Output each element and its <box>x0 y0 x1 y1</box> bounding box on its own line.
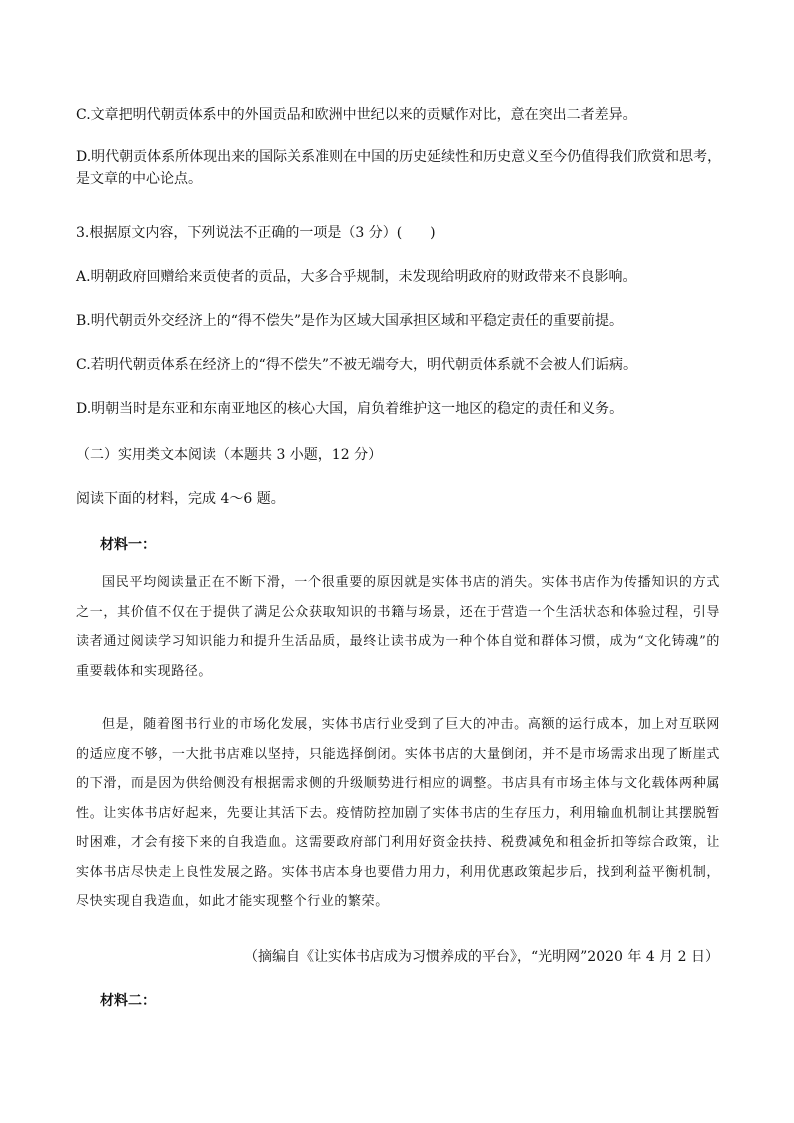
option-c-line: C.文章把明代朝贡体系中的外国贡品和欧洲中世纪以来的贡赋作对比，意在突出二者差异。 <box>76 107 637 123</box>
question-3-option-b: B.明代朝贡外交经济上的“得不偿失”是作为区域大国承担区域和平稳定责任的重要前提。 <box>76 313 624 329</box>
question-3-option-c: C.若明代朝贡体系在经济上的“得不偿失”不被无端夸大，明代朝贡体系就不会被人们诟病。 <box>76 357 637 373</box>
question-3-option-d: D.明朝当时是东亚和东南亚地区的核心大国，肩负着维护这一地区的稳定的责任和义务。 <box>76 401 624 417</box>
material-1-source: （摘编自《让实体书店成为习惯养成的平台》，“光明网”2020 年 4 月 2 日） <box>243 949 719 965</box>
question-3: 3.根据原文内容，下列说法不正确的一项是（3 分）( ) <box>76 225 436 241</box>
question-3-option-a: A.明朝政府回赠给来贡使者的贡品，大多合乎规制，未发现给明政府的财政带来不良影响。 <box>76 269 637 285</box>
material-2-title: 材料二： <box>100 993 156 1009</box>
section-heading: （二）实用类文本阅读（本题共 3 小题，12 分） <box>76 447 383 463</box>
option-d-line: D.明代朝贡体系所体现出来的国际关系准则在中国的历史延续性和历史意义至今仍值得我们欣赏和思考，是文章的中心论点。 <box>76 149 722 187</box>
material-1-paragraph-2: 但是，随着图书行业的市场化发展，实体书店行业受到了巨大的冲击。高额的运行成本，加上对互联网的适应度不够，一大批书店难以坚持，只能选择倒闭。实体书店的大量倒闭，并不是市场需求出现了断崖式的下滑，而是因为供给侧没有根据需求侧的升级顺势进行相应的调整。书店具有市场主体与文化载体两种属性。让实体书店好起来，先要让其活下去。疫情防控加剧了实体书店的生存压力，利用输血机制让其摆脱暂时困难，才会有接下来的自我造血。这需要政府部门利用好资金扶持、税费减免和租金折扣等综合政策，让实体书店尽快走上良性发展之路。实体书店本身也要借力用力，利用优惠政策起步后，找到利益平衡机制，尽快实现自我造血，如此才能实现整个行业的繁荣。 <box>76 717 720 909</box>
material-1-title: 材料一： <box>100 537 156 553</box>
material-1-paragraph-1: 国民平均阅读量正在不断下滑，一个很重要的原因就是实体书店的消失。实体书店作为传播知识的方式之一，其价值不仅在于提供了满足公众获取知识的书籍与场景，还在于营造一个生活状态和体验过程，引导读者通过阅读学习知识能力和提升生活品质，最终让读书成为一种个体自觉和群体习惯，成为“文化铸魂”的重要载体和实现路径。 <box>76 575 720 679</box>
reading-instruction: 阅读下面的材料，完成 4～6 题。 <box>76 491 285 507</box>
